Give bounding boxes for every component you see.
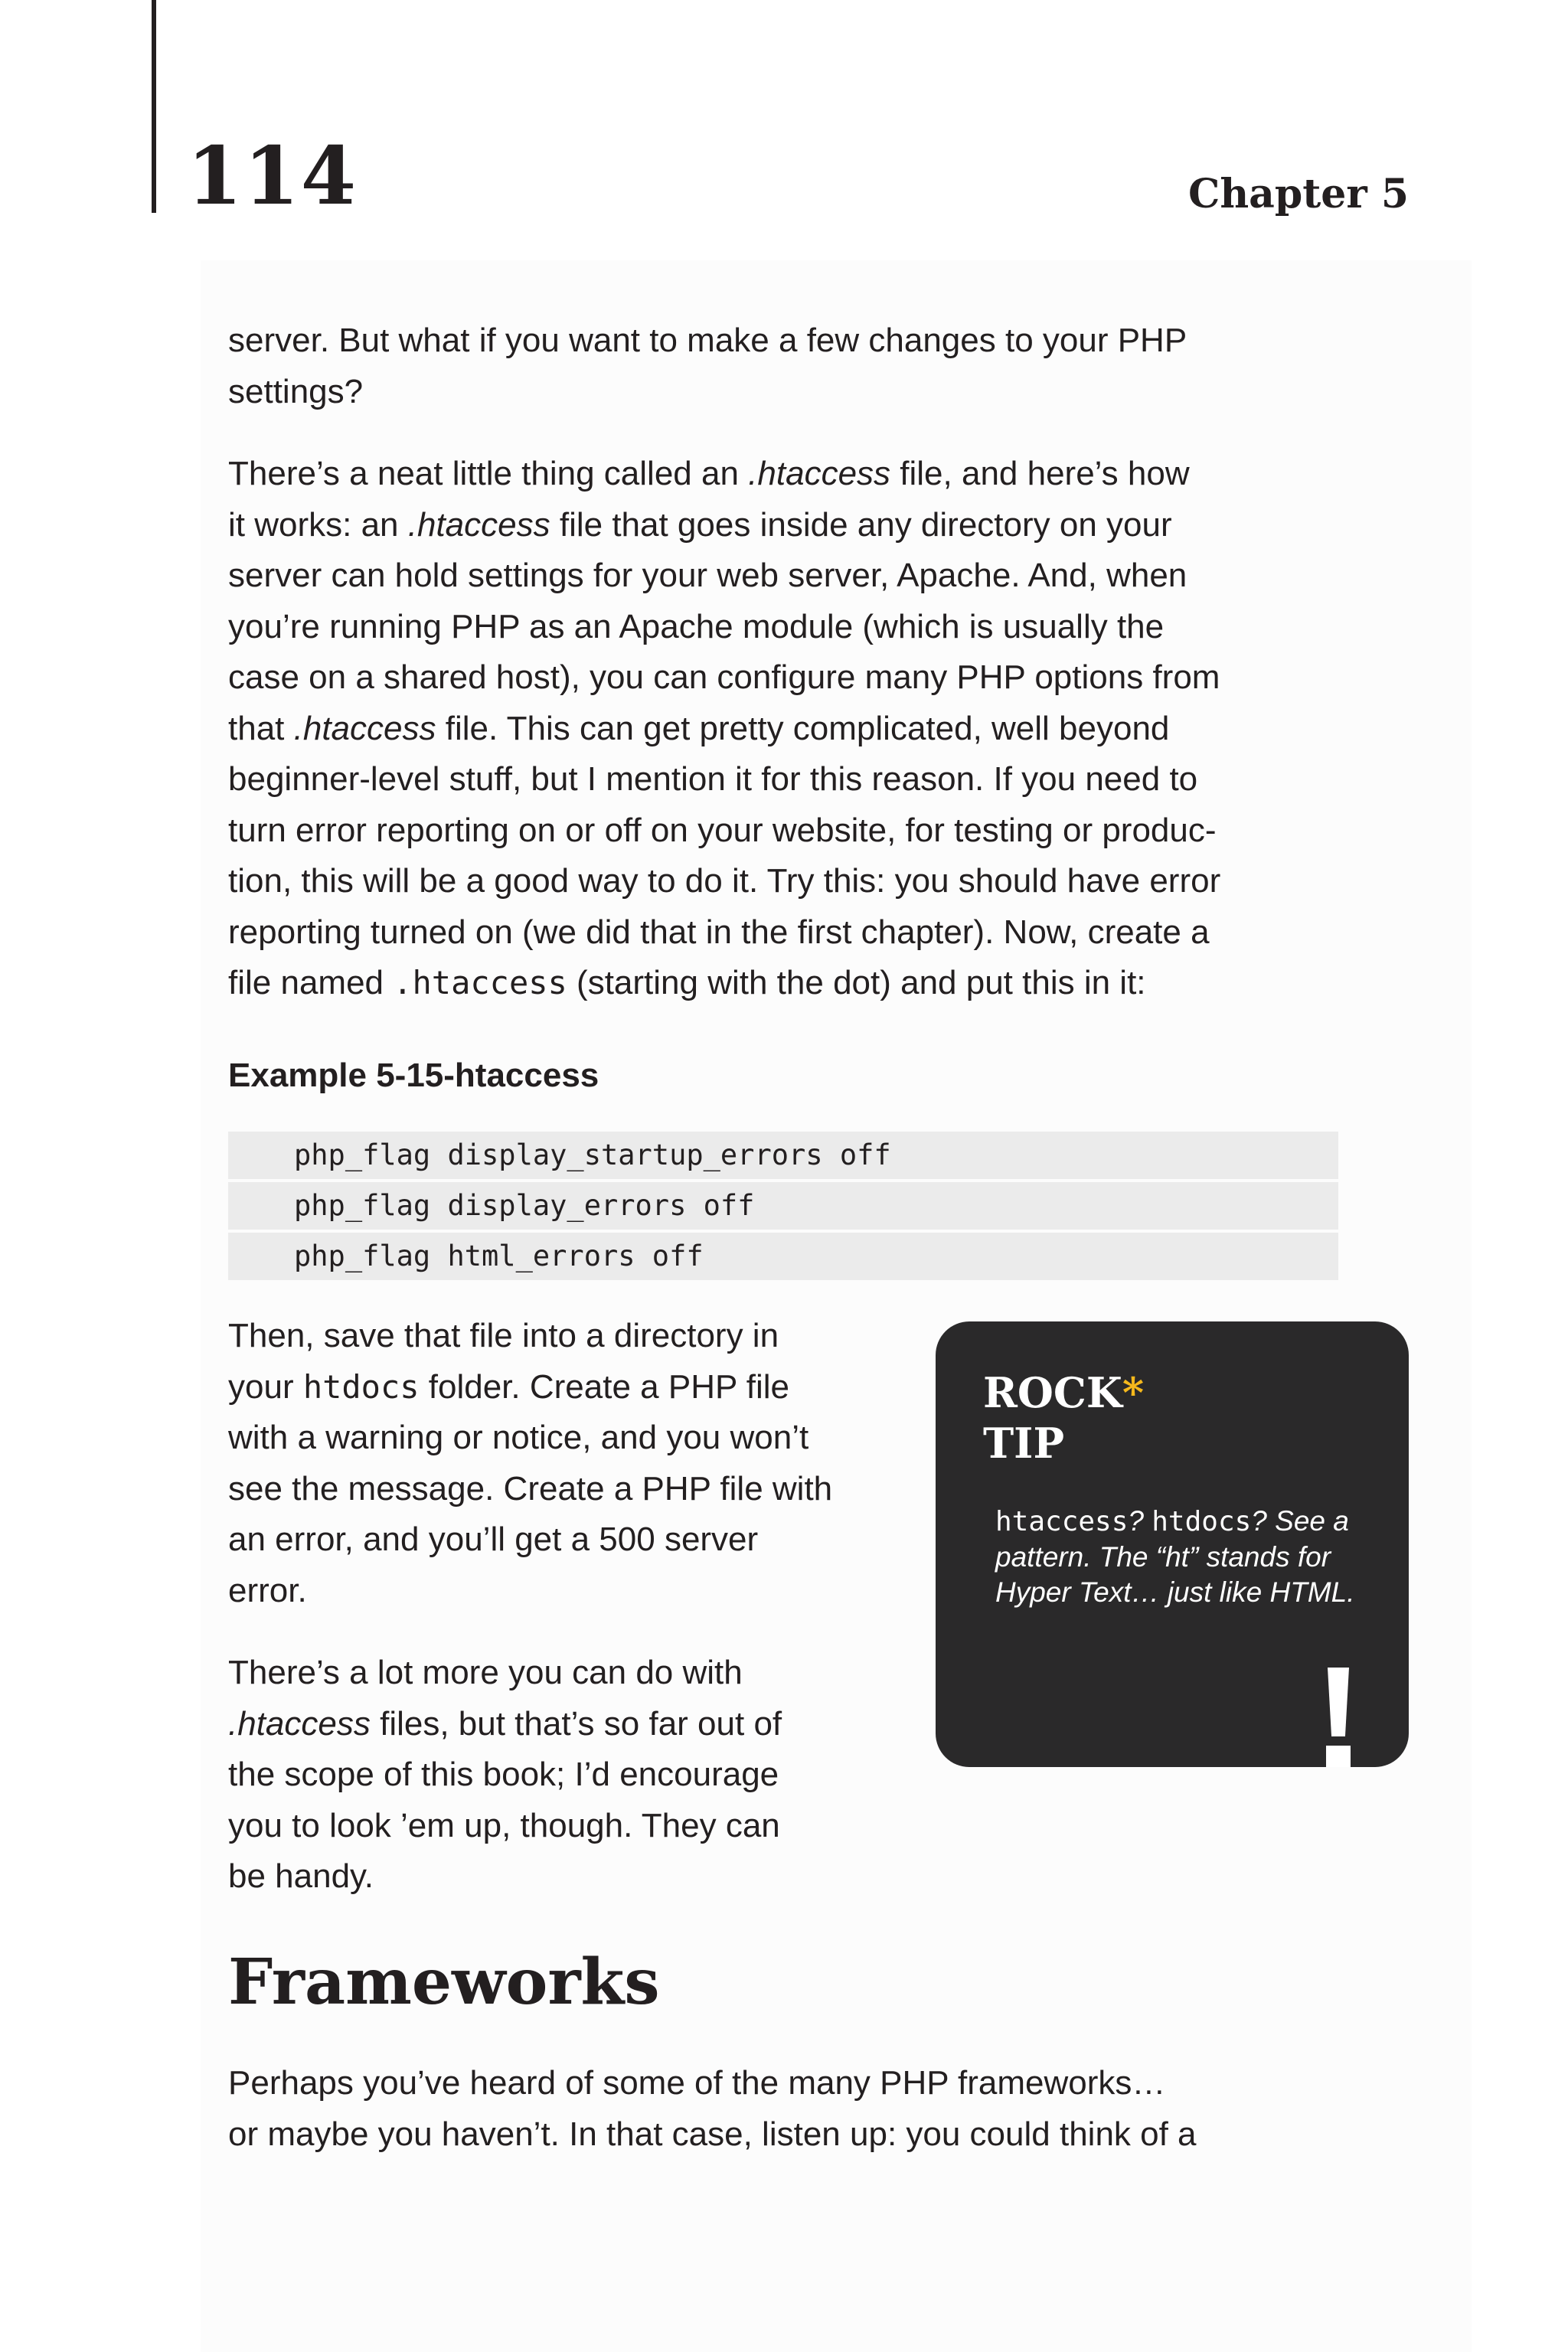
code-line: php_flag html_errors off (228, 1233, 1338, 1280)
header-rule (152, 0, 156, 213)
inline-code: htdocs (1152, 1506, 1252, 1537)
code-line: php_flag display_errors off (228, 1182, 1338, 1230)
inline-code: htaccess (995, 1506, 1129, 1537)
paragraph-5-line: or maybe you haven’t. In that case, listen up: you could think of a (228, 2115, 1197, 2153)
text-run: files, but that’s so far out of (370, 1704, 782, 1743)
paragraph-5-line: Perhaps you’ve heard of some of the many PHP frameworks… (228, 2064, 1166, 2102)
text-run: turn error reporting on or off on your website, for testing or produc- (228, 811, 1217, 849)
exclamation-icon (1321, 1668, 1355, 1767)
paragraph-4 (228, 1648, 917, 1903)
text-run: tion, this will be a good way to do it. Try this: you should have error (228, 862, 1221, 900)
code-block (228, 1132, 1338, 1283)
filename-emphasis: .htaccess (228, 1704, 371, 1743)
inline-code: .htaccess (393, 964, 567, 1001)
text-run: your (228, 1367, 303, 1406)
text-run: file named (228, 964, 394, 1001)
tip-heading-word: ROCK (983, 1368, 1122, 1417)
chapter-label: Chapter 5 (1187, 171, 1409, 217)
paragraph-5 (228, 2058, 1346, 2160)
text-run: beginner-level stuff, but I mention it for this reason. If you need to (228, 760, 1198, 798)
rock-tip-callout (936, 1321, 1409, 1767)
paragraph-1-line: server. But what if you want to make a few changes to your PHP (228, 322, 1187, 359)
text-run: an error, and you’ll get a 500 server (228, 1521, 759, 1558)
tip-heading (983, 1367, 1144, 1468)
exclamation-dot (1326, 1746, 1351, 1767)
text-run: case on a shared host), you can configure many PHP options from (228, 658, 1220, 696)
paragraph-3 (228, 1311, 917, 1616)
paragraph-2 (228, 449, 1346, 1009)
tip-body (995, 1504, 1378, 1610)
paragraph-1-line: settings? (228, 372, 364, 410)
text-run: There’s a neat little thing called an (228, 455, 749, 492)
filename-emphasis: .htaccess (748, 455, 891, 492)
text-run: you’re running PHP as an Apache module (which is usually the (228, 607, 1165, 645)
text-run: There’s a lot more you can do with (228, 1654, 743, 1691)
text-run: the scope of this book; I’d encourage (228, 1756, 779, 1793)
text-run: file that goes inside any directory on your (550, 505, 1172, 544)
example-title: Example 5-15-htaccess (228, 1057, 599, 1094)
filename-emphasis: .htaccess (293, 709, 436, 747)
text-run: you to look ’em up, though. They can (228, 1806, 780, 1844)
text-run: with a warning or notice, and you won’t (228, 1419, 809, 1456)
section-heading: Frameworks (228, 1945, 660, 2019)
inline-code: htdocs (302, 1367, 420, 1406)
code-line: php_flag display_startup_errors off (228, 1132, 1338, 1179)
text-run: see the message. Create a PHP file with (228, 1469, 833, 1508)
text-run: file, and here’s how (890, 455, 1190, 492)
text-run: ? (1128, 1505, 1152, 1537)
text-run: reporting turned on (we did that in the first chapter). Now, create a (228, 913, 1210, 951)
text-run: error. (228, 1571, 307, 1609)
text-run: Then, save that file into a directory in (228, 1317, 779, 1354)
text-run: folder. Create a PHP file (419, 1367, 789, 1406)
text-run: it works: an (228, 505, 408, 544)
exclamation-bar (1328, 1668, 1349, 1736)
tip-heading-word: TIP (983, 1419, 1065, 1468)
paragraph-1 (228, 315, 1346, 417)
asterisk-icon: * (1122, 1368, 1145, 1417)
text-run: that (228, 709, 294, 747)
text-run: (starting with the dot) and put this in it: (567, 964, 1146, 1001)
text-run: ? See a pattern. The “ht” stands for Hyper Text… just like HTML. (995, 1505, 1355, 1608)
filename-emphasis: .htaccess (407, 505, 550, 544)
text-run: server can hold settings for your web server, Apache. And, when (228, 557, 1187, 594)
page-number: 114 (187, 129, 358, 223)
text-run: file. This can get pretty complicated, well beyond (436, 709, 1170, 747)
text-run: be handy. (228, 1857, 374, 1895)
